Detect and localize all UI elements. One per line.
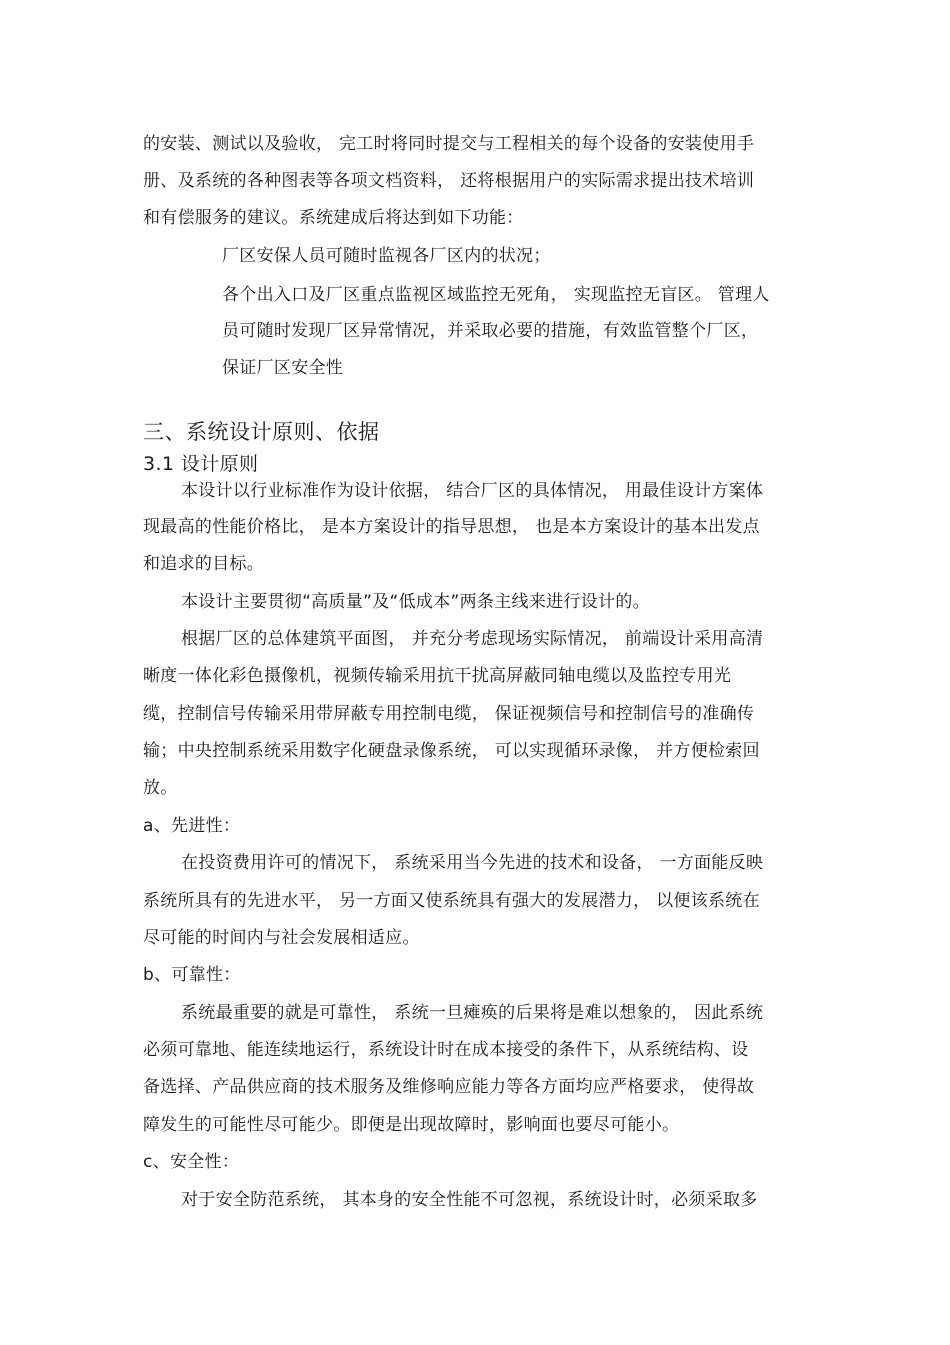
para2-line-1: 本设计主要贯彻“高质量”及“低成本”两条主线来进行设计的。 — [181, 592, 650, 612]
item-b-line-1: 系统最重要的就是可靠性， 系统一旦瘫痪的后果将是难以想象的， 因此系统 — [181, 1003, 764, 1023]
item-b-line-4: 障发生的可能性尽可能少。即便是出现故障时，影响面也要尽可能小。 — [143, 1115, 680, 1135]
item-a-line-3: 尽可能的时间内与社会发展相适应。 — [143, 928, 420, 948]
section-heading: 三、系统设计原则、依据 — [143, 420, 380, 444]
subsection-heading: 3.1 设计原则 — [143, 453, 259, 475]
para3-line-4: 输；中央控制系统采用数字化硬盘录像系统， 可以实现循环录像， 并方便检索回 — [143, 741, 760, 761]
item-b-line-2: 必须可靠地、能连续地运行，系统设计时在成本接受的条件下，从系统结构、设 — [143, 1040, 749, 1060]
function-line-1: 厂区安保人员可随时监视各厂区内的状况； — [222, 246, 551, 266]
intro-line-1: 的安装、测试以及验收， 完工时将同时提交与工程相关的每个设备的安装使用手 — [143, 134, 755, 154]
item-c-line-1: 对于安全防范系统， 其本身的安全性能不可忽视，系统设计时，必须采取多 — [181, 1190, 758, 1210]
item-a-line-2: 系统所具有的先进水平， 另一方面又使系统具有强大的发展潜力， 以便该系统在 — [143, 891, 760, 911]
item-a-heading: a、先进性： — [143, 816, 241, 836]
para3-line-5: 放。 — [143, 778, 178, 798]
item-c-heading: c、安全性： — [143, 1152, 240, 1172]
function-line-4: 保证厂区安全性 — [222, 358, 344, 378]
para1-line-1: 本设计以行业标准作为设计依据， 结合厂区的具体情况， 用最佳设计方案体 — [181, 481, 764, 501]
function-line-3: 员可随时发现厂区异常情况，并采取必要的措施，有效监管整个厂区， — [222, 321, 759, 341]
item-a-line-1: 在投资费用许可的情况下， 系统采用当今先进的技术和设备， 一方面能反映 — [181, 853, 764, 873]
item-b-line-3: 备选择、产品供应商的技术服务及维修响应能力等各方面均应严格要求， 使得故 — [143, 1077, 755, 1097]
item-b-heading: b、可靠性： — [143, 965, 241, 985]
intro-line-3: 和有偿服务的建议。系统建成后将达到如下功能： — [143, 208, 524, 228]
function-line-2: 各个出入口及厂区重点监视区域监控无死角， 实现监控无盲区。 管理人 — [222, 285, 770, 305]
para3-line-3: 缆，控制信号传输采用带屏蔽专用控制电缆， 保证视频信号和控制信号的准确传 — [143, 704, 755, 724]
para3-line-1: 根据厂区的总体建筑平面图， 并充分考虑现场实际情况， 前端设计采用高清 — [181, 629, 764, 649]
para1-line-3: 和追求的目标。 — [143, 554, 265, 574]
intro-line-2: 册、及系统的各种图表等各项文档资料， 还将根据用户的实际需求提出技术培训 — [143, 171, 755, 191]
para1-line-2: 现最高的性能价格比， 是本方案设计的指导思想， 也是本方案设计的基本出发点 — [143, 517, 760, 537]
para3-line-2: 晰度一体化彩色摄像机，视频传输采用抗干扰高屏蔽同轴电缆以及监控专用光 — [143, 666, 732, 686]
